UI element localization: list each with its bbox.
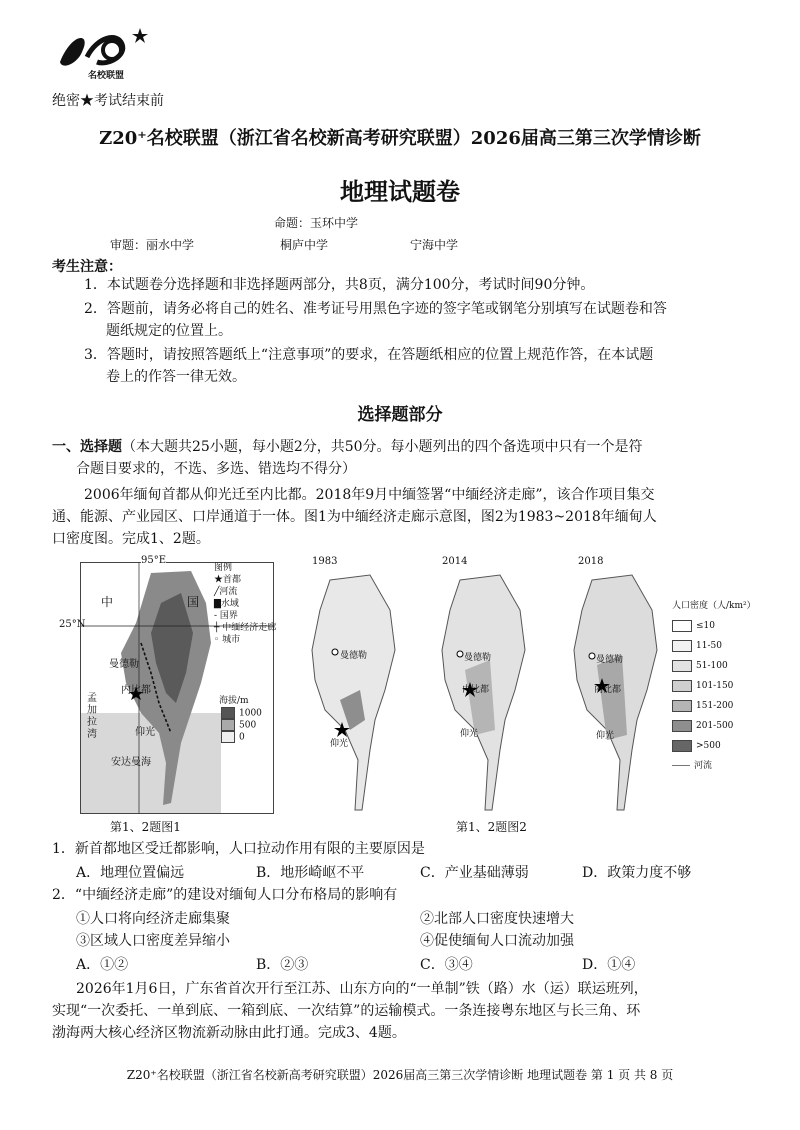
density-0: ≤10: [696, 621, 715, 631]
notice-item: 1．本试题卷分选择题和非选择题两部分，共8页，满分100分，考试时间90分钟。: [84, 277, 595, 293]
yangon-label-1983: 仰光: [330, 739, 349, 749]
andaman-sea-label: 安达曼海: [111, 757, 151, 768]
swatch-6: [672, 740, 692, 752]
stem-line: 口密度图。完成1、2题。: [52, 531, 210, 547]
elev-0: 0: [239, 732, 245, 743]
setter: 命题：玉环中学: [274, 216, 359, 230]
yangon-label-2014: 仰光: [460, 729, 479, 739]
stem2-line: 实现“一次委托、一单到底、一箱到底、一次结算”的运输模式。一条连接粤东地区与长三角、环: [52, 1003, 641, 1019]
subject-title: 地理试题卷: [340, 177, 460, 206]
swatch-2: [672, 660, 692, 672]
stem-line: 2006年缅甸首都从仰光迁至内比都。2018年9月中缅签署“中缅经济走廊”，该合作项目集交: [84, 487, 655, 503]
q2-item-1: ①人口将向经济走廊集聚: [76, 911, 230, 927]
bay-of-bengal-label: 孟加拉湾: [87, 693, 97, 740]
density-1: 11-50: [696, 641, 722, 651]
naypyidaw-label-2014: 内比都: [462, 685, 490, 695]
swatch-5: [672, 720, 692, 732]
legend-capital: ★首都: [214, 575, 242, 585]
density-2: 51-100: [696, 661, 728, 671]
figure-1-caption: 第1、2题图1: [110, 820, 181, 834]
q1-option-c: C．产业基础薄弱: [420, 865, 529, 881]
q1-option-d: D．政策力度不够: [582, 865, 692, 881]
elev-500: 500: [239, 720, 257, 731]
swatch-0: [672, 620, 692, 632]
figure-2-maps-svg: [300, 570, 680, 816]
figure-2-caption: 第1、2题图2: [456, 820, 527, 834]
part-instructions: [52, 436, 643, 458]
year-2018: 2018: [578, 556, 604, 567]
density-3: 101-150: [696, 681, 734, 691]
q2-item-2: ②北部人口密度快速增大: [420, 911, 574, 927]
stem2-line: 2026年1月6日，广东省首次开行至江苏、山东方向的“一单制”铁（路）水（运）联运班列，: [76, 981, 648, 997]
q1-option-b: B．地形崎岖不平: [256, 865, 365, 881]
swatch-1: [672, 640, 692, 652]
part-label: 一、选择题: [52, 439, 122, 455]
section-title: 选择题部分: [357, 405, 443, 425]
mandalay-label: 曼德勒: [109, 659, 139, 670]
mandalay-label-2014: 曼德勒: [464, 653, 492, 663]
mandalay-label-1983: 曼德勒: [340, 651, 368, 661]
density-legend-title: 人口密度（人/km²）: [672, 601, 756, 611]
q2-item-3: ③区域人口密度差异缩小: [76, 933, 230, 949]
q2-option-b: B．②③: [256, 957, 309, 973]
naypyidaw-label: 内比都: [121, 685, 151, 696]
exam-title: Z20⁺名校联盟（浙江省名校新高考研究联盟）2026届高三第三次学情诊断: [99, 128, 701, 149]
mandalay-label-2018: 曼德勒: [596, 655, 624, 665]
swatch-3: [672, 680, 692, 692]
china-label-left: 中: [101, 595, 114, 609]
logo-text: 名校联盟: [88, 71, 125, 81]
notice-item: 题纸规定的位置上。: [106, 323, 232, 339]
notice-heading: 考生注意：: [52, 259, 122, 275]
legend-city: ◦ 城市: [214, 635, 241, 645]
legend-border: - 国界: [214, 611, 238, 621]
figure-2: [300, 556, 680, 816]
density-4: 151-200: [696, 701, 734, 711]
legend-title: 图例: [214, 563, 233, 573]
stem-line: 通、能源、产业园区、口岸通道于一体。图1为中缅经济走廊示意图，图2为1983~2018年缅甸人: [52, 509, 657, 525]
density-legend: [672, 596, 782, 776]
year-1983: 1983: [312, 556, 338, 567]
year-2014: 2014: [442, 556, 468, 567]
lat-label: 25°N: [59, 619, 86, 630]
legend-water: ▇水域: [214, 599, 239, 609]
legend-corridor: ┼ 中缅经济走廊: [214, 623, 277, 633]
q2-option-a: A．①②: [76, 957, 129, 973]
notice-item: 2．答题前，请务必将自己的姓名、准考证号用黑色字迹的签字笔或钢笔分别填写在试题卷和答: [84, 301, 667, 317]
elevation-title: 海拔/m: [219, 696, 249, 706]
page-footer: Z20⁺名校联盟（浙江省名校新高考研究联盟）2026届高三第三次学情诊断 地理试题卷 第 1 页 共 8 页: [126, 1068, 674, 1082]
swatch-4: [672, 700, 692, 712]
q1-option-a: A．地理位置偏远: [76, 865, 185, 881]
china-label-right: 国: [187, 595, 200, 609]
notice-item: 3．答题时，请按照答题纸上“注意事项”的要求，在答题纸相应的位置上规范作答，在本试题: [84, 347, 654, 363]
figure-1-legend: [214, 562, 290, 646]
yangon-label-2018: 仰光: [596, 731, 615, 741]
reviewer-2: 桐庐中学: [280, 238, 329, 252]
river-label: 河流: [694, 761, 713, 771]
legend-river: ╱河流: [214, 587, 238, 597]
q2-option-d: D．①④: [582, 957, 636, 973]
stem2-line: 渤海两大核心经济区物流新动脉由此打通。完成3、4题。: [52, 1025, 406, 1041]
reviewer-3: 宁海中学: [410, 238, 459, 252]
elev-1000: 1000: [239, 708, 262, 719]
part-line-2: 合题目要求的，不选、多选、错选均不得分）: [76, 461, 356, 477]
question-1: 1．新首都地区受迁都影响，人口拉动作用有限的主要原因是: [52, 841, 425, 857]
notice-item: 卷上的作答一律无效。: [106, 369, 246, 385]
lon-label: 95°E: [141, 555, 167, 566]
q2-option-c: C．③④: [420, 957, 473, 973]
part-line-1: （本大题共25小题，每小题2分，共50分。每小题列出的四个备选项中只有一个是符: [122, 439, 643, 455]
question-2: 2．“中缅经济走廊”的建设对缅甸人口分布格局的影响有: [52, 887, 398, 903]
naypyidaw-label-2018: 内比都: [594, 685, 622, 695]
density-6: >500: [696, 741, 721, 751]
density-5: 201-500: [696, 721, 734, 731]
secret-label: 绝密★考试结束前: [52, 93, 164, 109]
yangon-label: 仰光: [135, 727, 155, 738]
q2-item-4: ④促使缅甸人口流动加强: [420, 933, 574, 949]
reviewer: 审题：丽水中学: [110, 238, 195, 252]
elevation-legend: [221, 707, 262, 743]
